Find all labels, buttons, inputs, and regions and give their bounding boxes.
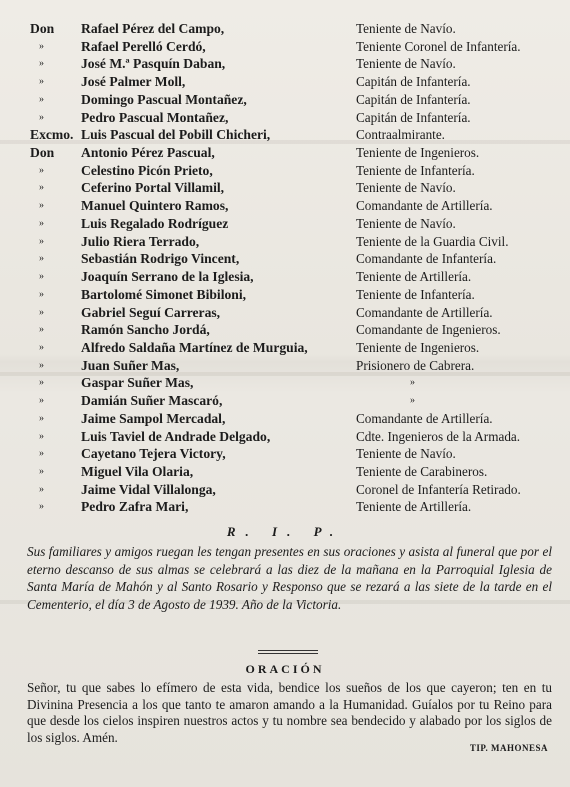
list-item	[30, 73, 560, 91]
person-name: Ceferino Portal Villamil,	[81, 180, 225, 196]
list-item	[30, 126, 560, 144]
person-name: Jaime Vidal Villalonga,	[81, 481, 216, 497]
honorific: »	[39, 483, 44, 495]
list-item	[30, 179, 560, 197]
person-rank: Teniente de Ingenieros.	[356, 145, 480, 161]
person-name: José Palmer Moll,	[81, 74, 186, 90]
person-rank: Teniente de Navío.	[356, 215, 456, 231]
honorific: »	[39, 217, 44, 229]
person-rank: Comandante de Artillería.	[356, 198, 493, 214]
person-name: Luis Regalado Rodríguez	[81, 215, 229, 231]
honorific: »	[39, 253, 44, 265]
honorific: »	[39, 288, 44, 300]
person-rank: »	[410, 395, 415, 407]
list-item	[30, 463, 560, 481]
person-rank: Teniente de Ingenieros.	[356, 339, 480, 355]
list-item	[30, 215, 560, 233]
list-item	[30, 20, 560, 38]
honorific: »	[39, 448, 44, 460]
person-rank: Comandante de Ingenieros.	[356, 322, 501, 338]
person-rank: Teniente Coronel de Infantería.	[356, 38, 521, 54]
list-item	[30, 304, 560, 322]
list-item	[30, 55, 560, 73]
honorific: »	[39, 40, 44, 52]
person-name: Julio Riera Terrado,	[81, 233, 200, 249]
person-name: Rafael Perelló Cerdó,	[81, 38, 206, 54]
person-rank: Contraalmirante.	[356, 127, 445, 143]
person-rank: Teniente de Navío.	[356, 180, 456, 196]
person-rank: Teniente de Infantería.	[356, 162, 475, 178]
person-name: Cayetano Tejera Victory,	[81, 446, 226, 462]
person-rank: Teniente de Navío.	[356, 21, 456, 36]
list-item	[30, 197, 560, 215]
list-item	[30, 286, 560, 304]
honorific: »	[39, 306, 44, 318]
list-item	[30, 445, 560, 463]
person-rank: Teniente de Carabineros.	[356, 463, 488, 479]
person-rank: Capitán de Infantería.	[356, 74, 471, 90]
person-name: Jaime Sampol Mercadal,	[81, 410, 226, 426]
honorific: »	[39, 111, 44, 123]
person-rank: Prisionero de Cabrera.	[356, 357, 475, 373]
person-name: Alfredo Saldaña Martínez de Murguia,	[81, 339, 308, 355]
list-item	[30, 374, 560, 392]
person-name: Luis Taviel de Andrade Delgado,	[81, 428, 271, 444]
person-rank: Capitán de Infantería.	[356, 91, 471, 107]
person-name: Pedro Zafra Mari,	[81, 499, 189, 515]
person-rank: Coronel de Infantería Retirado.	[356, 481, 521, 497]
person-name: Pedro Pascual Montañez,	[81, 109, 229, 125]
honorific: »	[39, 501, 44, 513]
divider	[258, 650, 318, 654]
person-name: Miguel Vila Olaria,	[81, 463, 194, 479]
list-item	[30, 428, 560, 446]
person-rank: Comandante de Infantería.	[356, 251, 497, 267]
person-name: Ramón Sancho Jordá,	[81, 322, 210, 338]
person-rank: Teniente de Artillería.	[356, 499, 472, 515]
honorific: »	[39, 359, 44, 371]
honorific: »	[39, 395, 44, 407]
printer-imprint: TIP. MAHONESA	[469, 743, 548, 753]
person-name: Gabriel Seguí Carreras,	[81, 304, 221, 320]
honorific: »	[39, 200, 44, 212]
honorific: Don	[30, 145, 55, 161]
list-item	[30, 91, 560, 109]
person-name: José M.ª Pasquín Daban,	[81, 56, 226, 72]
list-item	[30, 162, 560, 180]
list-item	[30, 250, 560, 268]
list-item	[30, 339, 560, 357]
person-name: Manuel Quintero Ramos,	[81, 198, 229, 214]
list-item	[30, 498, 560, 516]
list-item	[30, 144, 560, 162]
list-item	[30, 233, 560, 251]
person-name: Gaspar Suñer Mas,	[81, 375, 194, 391]
honorific: »	[39, 76, 44, 88]
person-name: Luis Pascual del Pobill Chicheri,	[81, 127, 271, 143]
prayer-text: Señor, tu que sabes lo efímero de esta vida, bendice los sueños de los que cayeron; ten en tu Divinina Presencia a los que tanto te amaron amando a la Humanidad. Guíalos por tu Reino para que desde los cielos inspiren nuestros actos y tu nombre sea bendecido y alabado por los siglos de los siglos. Amén.	[27, 680, 552, 745]
rip-heading: R. I. P.	[226, 524, 344, 539]
list-item	[30, 109, 560, 127]
person-name: Celestino Picón Prieto,	[81, 162, 213, 178]
list-item	[30, 38, 560, 56]
person-rank: Comandante de Artillería.	[356, 410, 493, 426]
honorific: »	[39, 164, 44, 176]
person-rank: Teniente de la Guardia Civil.	[356, 233, 509, 249]
names-list	[30, 20, 560, 516]
person-rank: Teniente de Navío.	[356, 56, 456, 72]
person-name: Rafael Pérez del Campo,	[81, 21, 225, 36]
honorific: »	[39, 465, 44, 477]
person-rank: Comandante de Artillería.	[356, 304, 493, 320]
person-rank: Teniente de Navío.	[356, 446, 456, 462]
list-item	[30, 481, 560, 499]
prayer-title: ORACIÓN	[245, 662, 325, 676]
person-rank: Teniente de Artillería.	[356, 269, 472, 285]
honorific: »	[39, 235, 44, 247]
person-name: Joaquín Serrano de la Iglesia,	[81, 269, 254, 285]
honorific: »	[39, 271, 44, 283]
honorific: »	[39, 412, 44, 424]
honorific: »	[39, 58, 44, 70]
honorific: »	[39, 377, 44, 389]
honorific: »	[39, 93, 44, 105]
list-item	[30, 268, 560, 286]
honorific: Excmo.	[30, 127, 74, 143]
list-item	[30, 357, 560, 375]
person-rank: Cdte. Ingenieros de la Armada.	[356, 428, 521, 444]
person-rank: Capitán de Infantería.	[356, 109, 471, 125]
honorific: »	[39, 182, 44, 194]
honorific: Don	[30, 21, 55, 36]
person-rank: »	[410, 377, 415, 389]
person-name: Antonio Pérez Pascual,	[81, 145, 215, 161]
person-name: Juan Suñer Mas,	[81, 357, 180, 373]
person-name: Damián Suñer Mascaró,	[81, 393, 223, 409]
person-name: Domingo Pascual Montañez,	[81, 91, 247, 107]
list-item	[30, 321, 560, 339]
honorific: »	[39, 341, 44, 353]
funeral-notice: Sus familiares y amigos ruegan les tengan presentes en sus oraciones y asista al funeral que por el eterno descanso de sus almas se celebrará a las diez de la mañana en la Parroquial Iglesia de Santa María de Mahón y al Santo Rosario y Responso que se rezará a las siete de la tarde en el Cementerio, el día 3 de Agosto de 1939. Año de la Victoria.	[27, 544, 552, 612]
person-name: Sebastián Rodrigo Vincent,	[81, 251, 240, 267]
honorific: »	[39, 324, 44, 336]
list-item	[30, 392, 560, 410]
person-rank: Teniente de Infantería.	[356, 286, 475, 302]
list-item	[30, 410, 560, 428]
person-name: Bartolomé Simonet Bibiloni,	[81, 286, 247, 302]
honorific: »	[39, 430, 44, 442]
